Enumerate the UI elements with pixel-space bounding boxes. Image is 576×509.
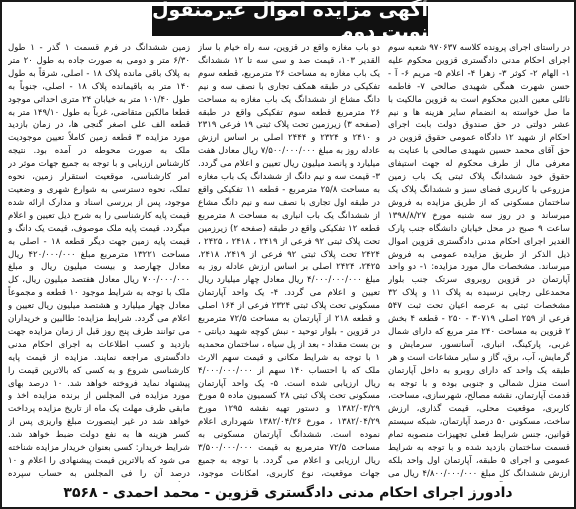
- column-right: در راستای اجرای پرونده کلاسه ۹۷۰۶۳۷ شعبه سوم اجرای احکام مدنی دادگستری قزوین محکوم علیه ۱- الهام ۲- کوثر ۳- زهرا ۴- اعلام ۵- مریم ۶- آ - حسن شهرت همگی شهیدی صالحی ۷- فاطمه نائلی معین الدین محکوم است به قزوین مالکیت با ما صل خواسته به انضمام سایر هزینه ها و نیم عشر دولتی در حق صندوق دولت بابت اجرای احکام از شهید ۱۲ دادگاه عمومی حقوق قزوین در حق آقای محمد حسین شهیدی صالحی با عنایت به معرفی مال از طرف محکوم له جهت استیفای حقوق خود ششدانگ پلاک ثبتی یک باب زمین مزروعی با کاربری فضای سبز و ششدانگ پلاک یک ساختمان مسکونی که از طریق مزایده به فروش میرساند و در روز سه شنبه مورخ ۱۳۹۸/۸/۲۷ ساعت ۹ صبح در محل خیابان دانشگاه جنب پارک الغدیر اجرای احکام مدنی دادگستری قزوین اموال ذیل الذکر از طریق مزایده عمومی به فروش میرساند. مشخصات مال مورد مزایده: ۱- دو واحد آپارتمان در قزوین روبروی سرتک جنب بلوار محمدعلی رجایی نرسیده به پلاک ۱۱ و پلاک ۳۲ مشخصات ثبتی به عرصه اعیان تحت ثبت ۵۴۷ فرعی از ۲۵۹ اصلی ۳۰۷۱۹ - ۲۵۰ - قطعه ۴ بخش ۲ قزوین به مساحت ۲۴۰ متر مربع که دارای شمال غربی، پارکینگ، انباری، آسانسور، سرمایش و گرمایش، آب، برق، گاز و سایر مشاعات است و هر طبقه یک واحد که دارای روبرو به داخل آپارتمان است منزل شمالی و جنوبی بوده و با توجه به قدمت آپارتمان، نقشه مصالح، شهرسازی، مساحت، کاربری، موقعیت محلی، قیمت گذاری، ارزش ساخت، مسکونی ۵۰ درصد آپارتمان، شبکه سیستم قوانین، جنس شرایط فعلی تجهیزات منصوبه تمام قسمت ساختمان بازدید شده و با توجه به شرایط عمومی و اجرای ۵ طبقه، آپارتمان اول واحد بلکه ارزش ششدانگ کل مبلغ ۴/۸۰۰/۰۰۰/۰۰۰ ریال می: [388, 43, 570, 479]
- column-left: زمین ششدانگ در فرم قسمت ۱ گذر - ۱ طول ۶/۳۰ متر و دومی به صورت جاده به طول ۲۰ متر به پلاک باقی مانده پلاک ۱۸ - اصلی، شرقاً به طول ۱۴۰ متر به باقیمانده پلاک ۱۸ - اصلی، جنوباً به طول ۱۰۱/۴۰ متر به خیابان ۲۴ متری احداثی موجود قطعا مالکین متقاضی، غرباً به طول ۱۴۹/۱۰ متر به قطعه الف علی اصغر گنجی ها، در زمان بازدید مورد مزایده ۳ قطعه زمین کاملاً تعیین موجودیت ملک به صورت محوطه در آمده بود. نتیجه کارشناس ارزیابی و با توجه به جمیع جهات موثر در امر کارشناسی، موقعیت استقرار زمین، نحوه تملک، نحوه دسترسی به شوارع شهری و وضعیت موجود، پس از بررسی اسناد و مدارک ارائه شده قیمت پایه کارشناسی را به شرح ذیل تعیین و اعلام میگردد. قیمت پایه ملک موصوف، قیمت یک دانگ و قیمت پایه زمین جهت دیگر قطعه ۱۸ - اصلی به مساحت ۱۳۲۲۱ مترمربع مبلغ ۴۲۰/۰۰۰/۰۰۰ ریال معادل چهارصد و بیست میلیون ریال و مبلغ ۷۰۰/۰۰۰/۰۰۰ ریال معادل هفتصد میلیون ریال، کل ملک با توجه به شرایط موجود ۱۰ قطعه و مجموعاً معادل چهار میلیارد و هشتصد میلیون ریال تعیین و اعلام می گردد. شرایط مزایده: طالبین و خریداران می توانند ظرف پنج روز قبل از زمان مزایده جهت بازدید و کسب اطلاعات به اجرای احکام مدنی دادگستری مراجعه نمایند. مزایده از قیمت پایه کارشناسی شروع و به کسی که بالاترین قیمت را پیشنهاد نماید فروخته خواهد شد. ۱۰ درصد بهای مورد مزایده فی المجلس از برنده مزایده اخذ و مابقی ظرف مهلت یک ماه از تاریخ مزایده پرداخت خواهد شد در غیر اینصورت مبلغ واریزی پس از کسر هزینه ها به نفع دولت ضبط خواهد شد. شرایط خریدار: کسی بعنوان خریدار مزایده شناخته می شود که بالاترین قیمت پیشنهادی را اعلام و ۱۰ درصد آن را فی المجلس به حساب سپرده: [8, 43, 190, 479]
- column-middle: دو باب مغازه واقع در قزوین، سه راه خیام با ساز القدیر ۱۰۳، قیمت صد و سی سه تا ۱۲ ششدانگ یک باب مغازه به مساحت ۲۶ مترمربع، قطعه سوم تفکیکی در طبقه همکف تجاری با نصف سه و نیم دانگ مشاع از ششدانگ یک باب مغازه به مساحت ۲۶ مترمربع قطعه سوم تفکیکی واقع در طبقه (صفحه ۳) زیرزمین تحت پلاک ثبتی ۱۹ فرعی ۲۳۱۹ و ۲۴۱۰ و ۲۳۲۴ و ۲۴۴۴ اصلی بر اساس ارزش عادله روز به مبلغ ۷/۵۰۰/۰۰۰/۰۰۰ ریال معادل هفت میلیارد و پانصد میلیون ریال تعیین و اعلام می گردد. ۳- قیمت سه و نیم دانگ از ششدانگ یک باب مغازه به مساحت ۲۵/۸ مترمربع - قطعه ۱۱ تفکیکی واقع در طبقه اول تجاری با نصف سه و نیم دانگ مشاع از ششدانگ یک باب انباری به مساحت ۸ مترمربع قطعه ۱۲ تفکیکی واقع در طبقه (صفحه ۲) زیرزمین تحت پلاک ثبتی ۹۲ فرعی از ۲۴۱۹ ، ۲۴۱۸ ، ۲۴۲۵ ، ۲۴۲۴ تحت پلاک ثبتی ۹۲ فرعی از ۲۴۱۹، ۲۴۱۸، ۲۴۲۵، ۲۴۲۴ اصلی بر اساس ارزش عادله روز به مبلغ ۴/۰۰۰/۰۰۰/۰۰۰ ریال معادل چهار میلیارد ریال تعیین و اعلام می گردد. ۴- یک واحد آپارتمان مسکونی تحت پلاک ثبتی ۲۳۲۴ فرعی از ۱۶۴ اصلی و قطعه ۲۱۸ از آپارتمان به مساحت ۷۲/۵ مترمربع در قزوین - بلوار توحید - نبش کوچه شهید دیانتی - بن بست مقداد - بعد از پل سیاه ، ساختمان محمدیه ۱ با توجه به شرایط مکانی و قیمت سهم الارث ملک که با احتساب ۱۴۰ سهم از ۴/۰۰۰/۰۰۰/۰۰۰ ریال ارزیابی شده است. ۵- یک واحد آپارتمان مسکونی تحت پلاک ثبتی ۲۸ کسمیون ماده ۵ مورخ ۱۳۸۲/۰۳/۲۹ و دستور تهیه نقشه ۱۲۹۵ مورخ ۱۳۸۲/۰۴/۲۹ ، مورخ ۱۳۸۲/۰۴/۲۶ شهرداری اعلام نموده است. ششدانگ آپارتمان مسکونی به مساحت ۷۲/۵ مترمربع به قیمت ۳/۵۰۰/۰۰۰/۰۰۰ ریال ارزیابی و اعلام می گردد. با توجه به جمیع جهات موقعیت، نوع کاربری، امکانات موجود،: [198, 43, 380, 479]
- notice-body: [8, 42, 570, 482]
- notice-title: آگهی مزایده اموال غیرمنقول نوبت دوم: [152, 0, 428, 43]
- notice-signature: دادورز اجرای احکام مدنی دادگستری قزوین - محمد احمدی - ۳۵۶۸: [63, 485, 513, 501]
